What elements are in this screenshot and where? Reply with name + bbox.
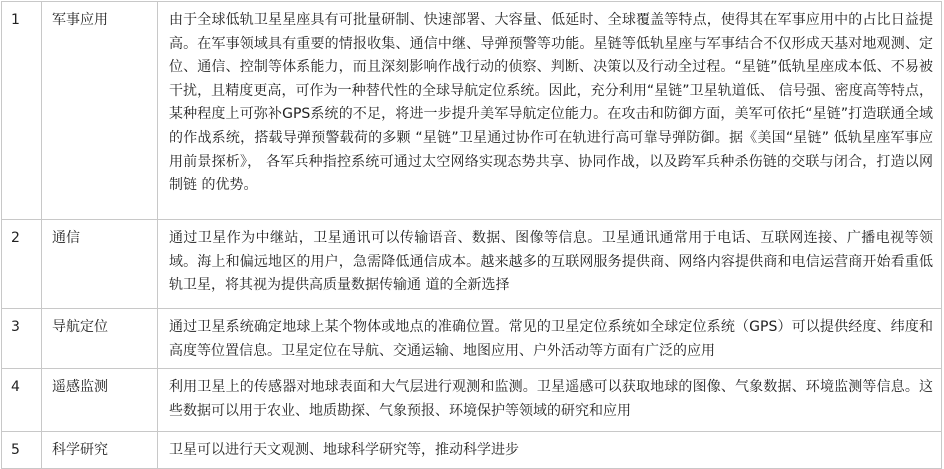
application-name: 科学研究 (42, 432, 158, 469)
row-index: 1 (2, 2, 42, 220)
application-description: 卫星可以进行天文观测、地球科学研究等，推动科学进步 (158, 432, 942, 469)
table-row (2, 369, 942, 432)
application-description: 通过卫星系统确定地球上某个物体或地点的准确位置。常见的卫星定位系统如全球定位系统（GPS）可以提供经度、纬度和高度等位置信息。卫星定位在导航、交通运输、地图应用、户外活动等方面有广泛的应用 (158, 309, 942, 369)
application-name: 导航定位 (42, 309, 158, 369)
table-row (2, 432, 942, 469)
table-row (2, 2, 942, 220)
row-index: 5 (2, 432, 42, 469)
row-index: 4 (2, 369, 42, 432)
table-row (2, 309, 942, 369)
satellite-applications-table (1, 1, 942, 469)
application-name: 军事应用 (42, 2, 158, 220)
application-name: 遥感监测 (42, 369, 158, 432)
application-description: 通过卫星作为中继站，卫星通讯可以传输语音、数据、图像等信息。卫星通讯通常用于电话、互联网连接、广播电视等领域。海上和偏远地区的用户，急需降低通信成本。越来越多的互联网服务提供商、网络内容提供商和电信运营商开始看重低轨卫星，将其视为提供高质量数据传输通 道的全新选择 (158, 220, 942, 309)
application-name: 通信 (42, 220, 158, 309)
row-index: 2 (2, 220, 42, 309)
table-row (2, 220, 942, 309)
application-description: 由于全球低轨卫星星座具有可批量研制、快速部署、大容量、低延时、全球覆盖等特点，使得其在军事应用中的占比日益提高。在军事领域具有重要的情报收集、通信中继、导弹预警等功能。星链等低轨星座与军事结合不仅形成天基对地观测、定位、通信、控制等体系能力，而且深刻影响作战行动的侦察、判断、决策以及行动全过程。“星链”低轨星座成本低、不易被干扰，且精度更高，可作为一种替代性的全球导航定位系统。因此，充分利用“星链”卫星轨道低、 信号强、密度高等特点，某种程度上可弥补GPS系统的不足，将进一步提升美军导航定位能力。在攻击和防御方面，美军可依托“星链”打造联通全域的作战系统，搭载导弹预警载荷的多颗 “星链”卫星通过协作可在轨进行高可靠导弹防御。据《美国“星链” 低轨星座军事应用前景探析》， 各军兵种指控系统可通过太空网络实现态势共享、协同作战，以及跨军兵种杀伤链的交联与闭合，打造以网制链 的优势。 (158, 2, 942, 220)
application-description: 利用卫星上的传感器对地球表面和大气层进行观测和监测。卫星遥感可以获取地球的图像、气象数据、环境监测等信息。这些数据可以用于农业、地质勘探、气象预报、环境保护等领域的研究和应用 (158, 369, 942, 432)
row-index: 3 (2, 309, 42, 369)
